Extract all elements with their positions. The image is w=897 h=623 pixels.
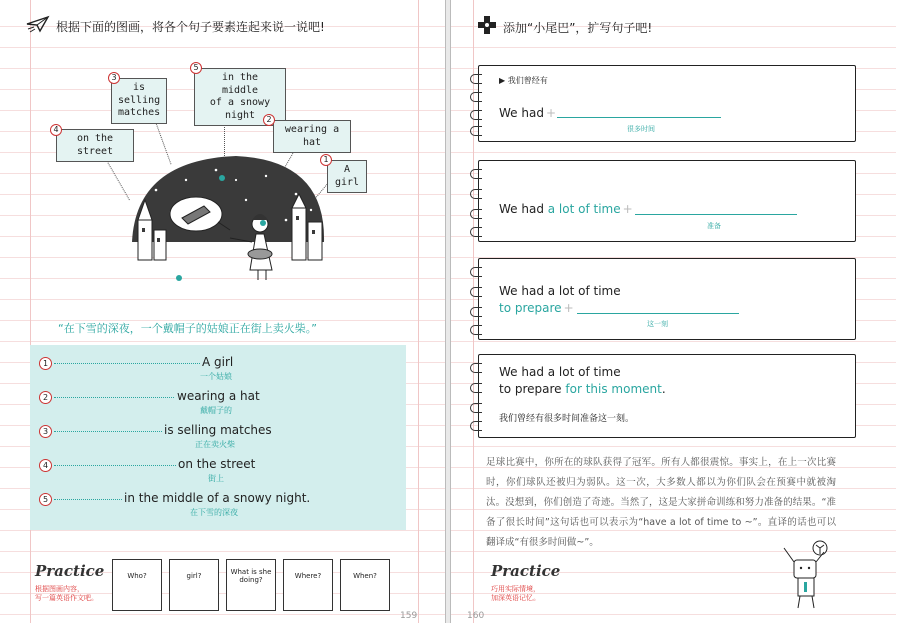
- comic-panel-when: [340, 559, 390, 611]
- sentence-added-part: to prepare: [499, 301, 562, 315]
- row-english: on the street: [178, 457, 256, 471]
- spiral-ring: [470, 307, 482, 317]
- label-number: 2: [263, 114, 275, 126]
- comic-caption: Who?: [127, 572, 147, 580]
- element-row: [30, 353, 406, 383]
- label-wearing-a-hat: [273, 120, 351, 153]
- label-on-the-street: [56, 129, 134, 162]
- sentence-period: .: [661, 382, 666, 396]
- plus-sign: +: [563, 301, 574, 315]
- plus-sign: +: [622, 202, 633, 216]
- card-sentence-line1: We had a lot of time: [499, 365, 621, 379]
- spiral-ring: [470, 267, 482, 277]
- label-is-selling-matches: [111, 78, 167, 124]
- snowy-night-illustration: [126, 150, 330, 280]
- fill-blank-line: [635, 214, 797, 215]
- notebook-card-4: [478, 354, 856, 438]
- label-text: is selling: [118, 82, 161, 106]
- row-english: A girl: [202, 355, 234, 369]
- practice-subtitle-line: 巧用实际情境，: [491, 585, 540, 593]
- element-row: [30, 421, 406, 451]
- right-heading-title: 添加“小尾巴”，扩写句子吧!: [503, 20, 653, 35]
- comic-caption: What is she doing?: [230, 568, 272, 584]
- card-sentence: [499, 202, 635, 216]
- blank-hint: 准备: [707, 222, 721, 230]
- row-chinese: 街上: [208, 474, 224, 483]
- practice-subtitle-right: [491, 585, 540, 603]
- row-chinese: 在下雪的深夜: [190, 508, 238, 517]
- plus-icon: [477, 15, 497, 39]
- spiral-ring: [470, 227, 482, 237]
- sentence-text: to prepare: [499, 382, 562, 396]
- dotted-leader: [54, 499, 128, 500]
- sentence-added-part: for this moment: [565, 382, 662, 396]
- label-text: in the middle: [221, 72, 259, 96]
- blank-hint: 这一刻: [647, 320, 668, 328]
- left-heading-title: 根据下面的图画，将各个句子要素连起来说一说吧!: [56, 19, 325, 34]
- label-text: of a snowy night: [209, 97, 271, 121]
- element-row: [30, 455, 406, 485]
- row-english: is selling matches: [164, 423, 272, 437]
- spiral-ring: [470, 169, 482, 179]
- comic-panel-who: [112, 559, 162, 611]
- explanation-paragraph: 足球比赛中，你所在的球队获得了冠军。所有人都很震惊。事实上，在上一次比赛时，你们球队还被归为弱队。这一次，大多数人都以为你们队会在预赛中就被淘汰。没想到，你们创造了奇迹。当然了，这是大家拼命训练和努力准备的结果。“准备了很长时间”这句话也可以表示为“have a lot of time to ~”。直译的话也可以翻译成“有很多时间做~”。: [486, 457, 836, 548]
- spiral-ring: [470, 110, 482, 120]
- notebook-card-1: [478, 65, 856, 142]
- label-text: on the street: [76, 133, 114, 157]
- teal-dot: [260, 220, 266, 226]
- row-english: in the middle of a snowy night.: [124, 491, 311, 505]
- card-prompt: ▶ 我们曾经有: [499, 76, 548, 85]
- spiral-binding: [470, 355, 484, 437]
- spiral-ring: [470, 92, 482, 102]
- comic-panel-where: [283, 559, 333, 611]
- practice-title-right: Practice: [491, 562, 561, 580]
- row-number: 2: [39, 391, 52, 404]
- comic-panel-girl: [169, 559, 219, 611]
- practice-subtitle-line: 根据图画内容，: [35, 585, 84, 593]
- right-heading: [477, 15, 652, 39]
- left-heading: [26, 15, 325, 37]
- comic-caption: girl?: [186, 572, 202, 580]
- card-sentence-line2: [499, 382, 666, 396]
- card-sentence-line2: [499, 301, 576, 315]
- spiral-ring: [470, 209, 482, 219]
- element-row: [30, 489, 406, 519]
- card-translation: 我们曾经有很多时间准备这一刻。: [499, 414, 635, 424]
- sentence-elements-panel: [30, 345, 406, 530]
- example-sentence-quote: “在下雪的深夜，一个戴帽子的姑娘正在街上卖火柴。”: [58, 322, 317, 335]
- page-number-right: 160: [467, 611, 485, 621]
- spiral-binding: [470, 161, 484, 241]
- sentence-text: We had: [499, 106, 544, 120]
- label-number: 3: [108, 72, 120, 84]
- card-sentence-line1: We had a lot of time: [499, 284, 621, 298]
- spiral-ring: [470, 325, 482, 335]
- comic-caption: Where?: [294, 572, 322, 580]
- right-margin-line: [418, 0, 419, 623]
- label-text: A girl: [334, 164, 360, 188]
- left-page: [0, 0, 446, 623]
- comic-caption: When?: [353, 572, 377, 580]
- spiral-ring: [470, 74, 482, 84]
- row-number: 3: [39, 425, 52, 438]
- element-row: [30, 387, 406, 417]
- notebook-card-2: [478, 160, 856, 242]
- label-number: 1: [320, 154, 332, 166]
- notebook-card-3: [478, 258, 856, 340]
- row-english: wearing a hat: [177, 389, 260, 403]
- page-number-left: 159: [400, 611, 418, 621]
- paper-plane-icon: [26, 15, 50, 37]
- spiral-ring: [470, 403, 482, 413]
- practice-subtitle-line: 加深英语记忆。: [491, 594, 540, 603]
- spiral-binding: [470, 66, 484, 141]
- row-chinese: 戴帽子的: [200, 406, 232, 415]
- label-text: matches: [118, 107, 161, 118]
- label-number: 4: [50, 124, 62, 136]
- label-number: 5: [190, 62, 202, 74]
- cheering-kid-illustration: [780, 540, 840, 610]
- spiral-ring: [470, 287, 482, 297]
- practice-subtitle: [35, 585, 98, 603]
- fill-blank-line: [557, 117, 721, 118]
- comic-panel-what: [226, 559, 276, 611]
- spiral-binding: [470, 259, 484, 339]
- practice-subtitle-line: 写一篇英语作文吧。: [35, 594, 98, 603]
- spiral-ring: [470, 383, 482, 393]
- label-text: wearing a hat: [284, 124, 340, 148]
- spiral-ring: [470, 189, 482, 199]
- teal-dot: [176, 275, 182, 281]
- row-number: 1: [39, 357, 52, 370]
- sentence-text: We had: [499, 202, 544, 216]
- blank-hint: 很多时间: [627, 125, 655, 133]
- practice-title: Practice: [35, 562, 105, 580]
- spiral-ring: [470, 126, 482, 136]
- card-sentence: [499, 106, 558, 120]
- sentence-added-part: a lot of time: [547, 202, 621, 216]
- fill-blank-line: [577, 313, 739, 314]
- row-number: 4: [39, 459, 52, 472]
- teal-dot: [219, 175, 225, 181]
- plus-sign: +: [545, 106, 556, 120]
- row-chinese: 一个姑娘: [200, 372, 232, 381]
- label-a-girl: [327, 160, 367, 193]
- dotted-leader: [54, 465, 178, 466]
- spiral-ring: [470, 363, 482, 373]
- row-chinese: 正在卖火柴: [195, 440, 235, 449]
- spiral-ring: [470, 421, 482, 431]
- row-number: 5: [39, 493, 52, 506]
- dotted-leader: [54, 431, 164, 432]
